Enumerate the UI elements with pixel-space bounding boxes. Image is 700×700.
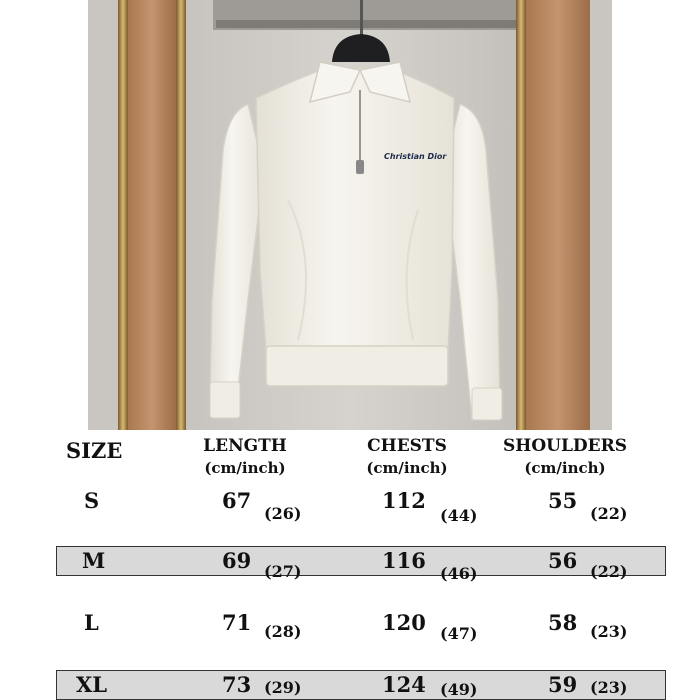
right-wall-strip [590,0,612,430]
shoulder-cm: 59 [548,672,578,697]
chest-inch: (49) [440,680,478,699]
shelf-edge [216,20,516,28]
chest-embroidery: Christian Dior [384,152,447,161]
header-chests [352,438,462,476]
table-row-xl [0,670,700,700]
shoulder-cm: 55 [548,488,578,513]
header-length-label: LENGTH [203,436,287,456]
shoulder-inch: (23) [590,622,628,641]
length-inch: (29) [264,678,302,697]
size-label: L [84,610,99,635]
length-cm: 67 [222,488,252,513]
right-wood-panel [526,0,590,430]
size-label: XL [76,672,108,697]
header-shoulders-label: SHOULDERS [502,436,628,456]
chest-inch: (44) [440,506,478,525]
header-chests-unit: (cm/inch) [366,459,448,477]
header-size: SIZE [66,438,123,463]
left-wall-strip [88,0,118,430]
product-photo-svg [88,0,612,430]
chest-inch: (47) [440,624,478,643]
length-inch: (27) [264,562,302,581]
header-shoulders-unit: (cm/inch) [524,459,606,477]
right-inner-trim [516,0,526,430]
length-inch: (26) [264,504,302,523]
product-photo [88,0,612,430]
length-cm: 73 [222,672,252,697]
shoulder-cm: 56 [548,548,578,573]
left-wood-panel [128,0,176,430]
length-inch: (28) [264,622,302,641]
table-row-l [0,608,700,642]
size-table [0,430,700,700]
shoulder-inch: (23) [590,678,628,697]
shoulder-cm: 58 [548,610,578,635]
table-row-m [0,546,700,583]
size-label: S [84,488,100,513]
hanger-hook [360,0,363,38]
shoulder-inch: (22) [590,562,628,581]
chest-cm: 116 [382,548,426,573]
table-row-s [0,488,700,525]
length-cm: 71 [222,610,252,635]
size-label: M [82,548,106,573]
length-cm: 69 [222,548,252,573]
left-inner-trim [176,0,186,430]
header-length-unit: (cm/inch) [204,459,286,477]
header-shoulders [500,438,630,476]
chest-cm: 120 [382,610,426,635]
chest-cm: 112 [382,488,426,513]
chest-cm: 124 [382,672,426,697]
chest-inch: (46) [440,564,478,583]
header-chests-label: CHESTS [367,436,447,456]
left-brass-trim [118,0,128,430]
header-length [190,438,300,476]
shoulder-inch: (22) [590,504,628,523]
